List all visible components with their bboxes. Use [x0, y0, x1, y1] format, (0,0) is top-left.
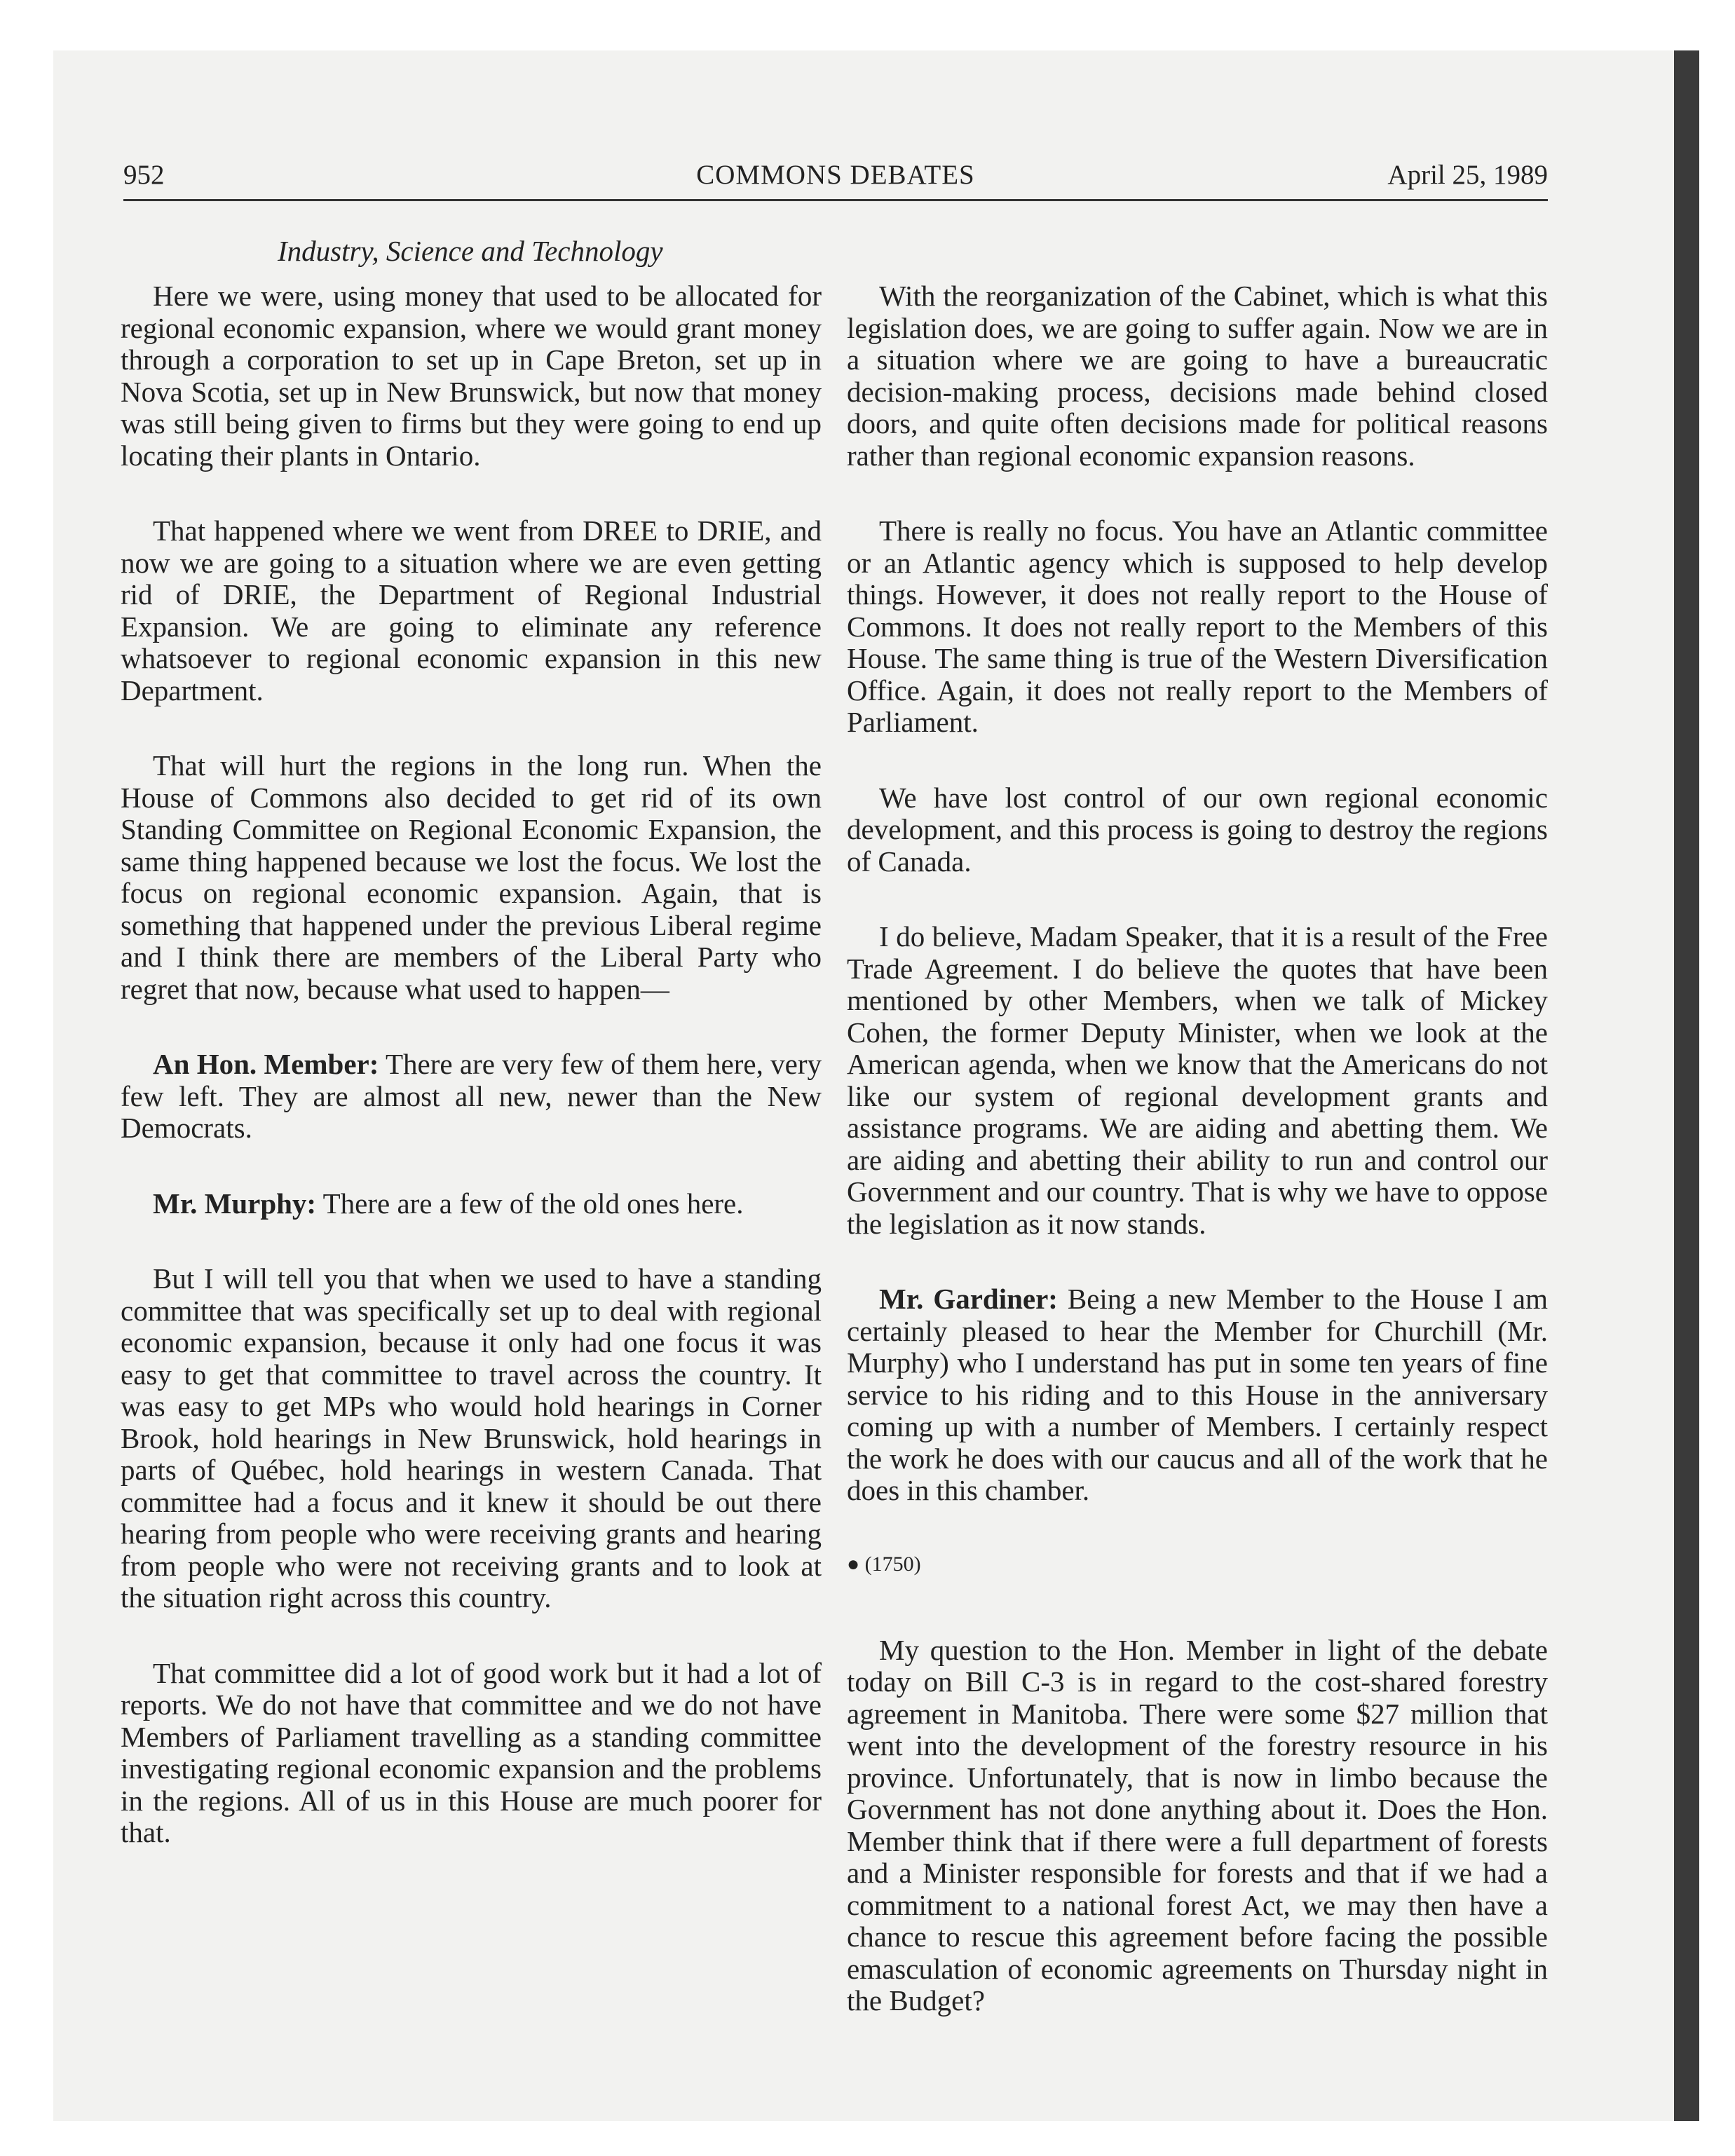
paragraph-text: We have lost control of our own regional economic development, and this process is going to destroy the regions of Canada. — [847, 781, 1548, 878]
paragraph-text: There are a few of the old ones here. — [322, 1187, 744, 1220]
speaker-name: Mr. Gardiner: — [879, 1283, 1058, 1315]
speaker-name: Mr. Murphy: — [153, 1187, 317, 1220]
publication-title: COMMONS DEBATES — [696, 160, 975, 190]
paragraph — [121, 1188, 822, 1220]
paragraph — [121, 1049, 822, 1145]
page-header — [123, 156, 1548, 195]
time-marker — [847, 1550, 1548, 1578]
paragraph — [121, 280, 822, 472]
speaker-name: An Hon. Member: — [153, 1048, 379, 1080]
paragraph — [121, 1658, 822, 1849]
paragraph — [847, 1635, 1548, 2017]
paragraph — [847, 1283, 1548, 1507]
page-date: April 25, 1989 — [1387, 160, 1548, 190]
right-column — [847, 280, 1548, 2061]
header-rule — [123, 199, 1548, 201]
section-heading: Industry, Science and Technology — [278, 235, 663, 267]
paragraph-text: ● (1750) — [847, 1552, 921, 1576]
paragraph-text: Being a new Member to the House I am certainly pleased to hear the Member for Churchill (Mr. Murphy) who I understand has put in some ten years of fine service to his riding and to this House in the anniversary coming up with a number of Members. I certainly respect the work he does with our caucus and all of the work that he does in this chamber. — [847, 1283, 1549, 1506]
paragraph-text: Here we were, using money that used to be allocated for regional economic expansion, where we would grant money through a corporation to set up in Cape Breton, set up in Nova Scotia, set up in New Brunswick, but now that money was still being given to firms but they were going to end up locating their plants in Ontario. — [121, 280, 822, 472]
paragraph — [847, 782, 1548, 878]
paragraph-text: That committee did a lot of good work but it had a lot of reports. We do not have that committee and we do not have Members of Parliament travelling as a standing committee investigating regional economic expansion and the problems in the regions. All of us in this House are much poorer for that. — [121, 1656, 822, 1848]
paragraph — [847, 280, 1548, 472]
paragraph — [847, 515, 1548, 739]
paragraph — [847, 921, 1548, 1240]
page-number: 952 — [123, 160, 165, 190]
paragraph-text: That happened where we went from DREE to DRIE, and now we are going to a situation where we are even getting rid of DRIE, the Department of Regional Industrial Expansion. We are going to eliminate any reference whatsoever to regional economic expansion in this new Department. — [121, 514, 822, 707]
paragraph-text: There is really no focus. You have an Atlantic committee or an Atlantic agency which is supposed to help develop things. However, it does not really report to the House of Commons. It does not really report to the Members of this House. The same thing is true of the Western Diversification Office. Again, it does not really report to the Members of Parliament. — [847, 514, 1548, 738]
paragraph-text: There are very few of them here, very few left. They are almost all new, newer than the New Democrats. — [121, 1048, 822, 1144]
paragraph-text: I do believe, Madam Speaker, that it is a result of the Free Trade Agreement. I do believe the quotes that have been mentioned by other Members, when we talk of Mickey Cohen, the former Deputy Minister, when we look at the American agenda, when we know that the Americans do not like our system of regional development grants and assistance programs. We are aiding and abetting them. We are aiding and abetting their ability to run and control our Government and our country. That is why we have to oppose the legislation as it now stands. — [847, 920, 1548, 1240]
paragraph-text: With the reorganization of the Cabinet, which is what this legislation does, we are going to suffer again. Now we are in a situation where we are going to have a bureaucratic decision-making process, decisions made behind closed doors, and quite often decisions made for political reasons rather than regional economic expansion reasons. — [847, 280, 1548, 472]
paragraph-text: My question to the Hon. Member in light of the debate today on Bill C-3 is in regard to the cost-shared forestry agreement in Manitoba. There were some $27 million that went into the development of the forestry resource in his province. Unfortunately, that is now in limbo because the Government has not done anything about it. Does the Hon. Member think that if there were a full department of forests and a Minister responsible for forests and that if we had a commitment to a national forest Act, we may then have a chance to rescue this agreement before facing the possible emasculation of economic agreements on Thursday night in the Budget? — [847, 1633, 1548, 2017]
paragraph — [121, 515, 822, 707]
scan-edge-shadow — [1674, 50, 1699, 2121]
paragraph-text: That will hurt the regions in the long run. When the House of Commons also decided to get rid of its own Standing Committee on Regional Economic Expansion, the same thing happened because we lost the focus. We lost the focus on regional economic expansion. Again, that is something that happened under the previous Liberal regime and I think there are members of the Liberal Party who regret that now, because what used to happen— — [121, 749, 822, 1005]
paragraph-text: But I will tell you that when we used to have a standing committee that was specifically set up to deal with regional economic expansion, because it only had one focus it was easy to get that committee to travel across the country. It was easy to get MPs who would hold hearings in Corner Brook, hold hearings in New Brunswick, hold hearings in parts of Québec, hold hearings in western Canada. That committee had a focus and it knew it should be out there hearing from people who were receiving grants and hearing from people who were not receiving grants and to look at the situation right across this country. — [121, 1262, 822, 1613]
left-column — [121, 280, 822, 1892]
paragraph — [121, 750, 822, 1005]
paragraph — [121, 1263, 822, 1614]
